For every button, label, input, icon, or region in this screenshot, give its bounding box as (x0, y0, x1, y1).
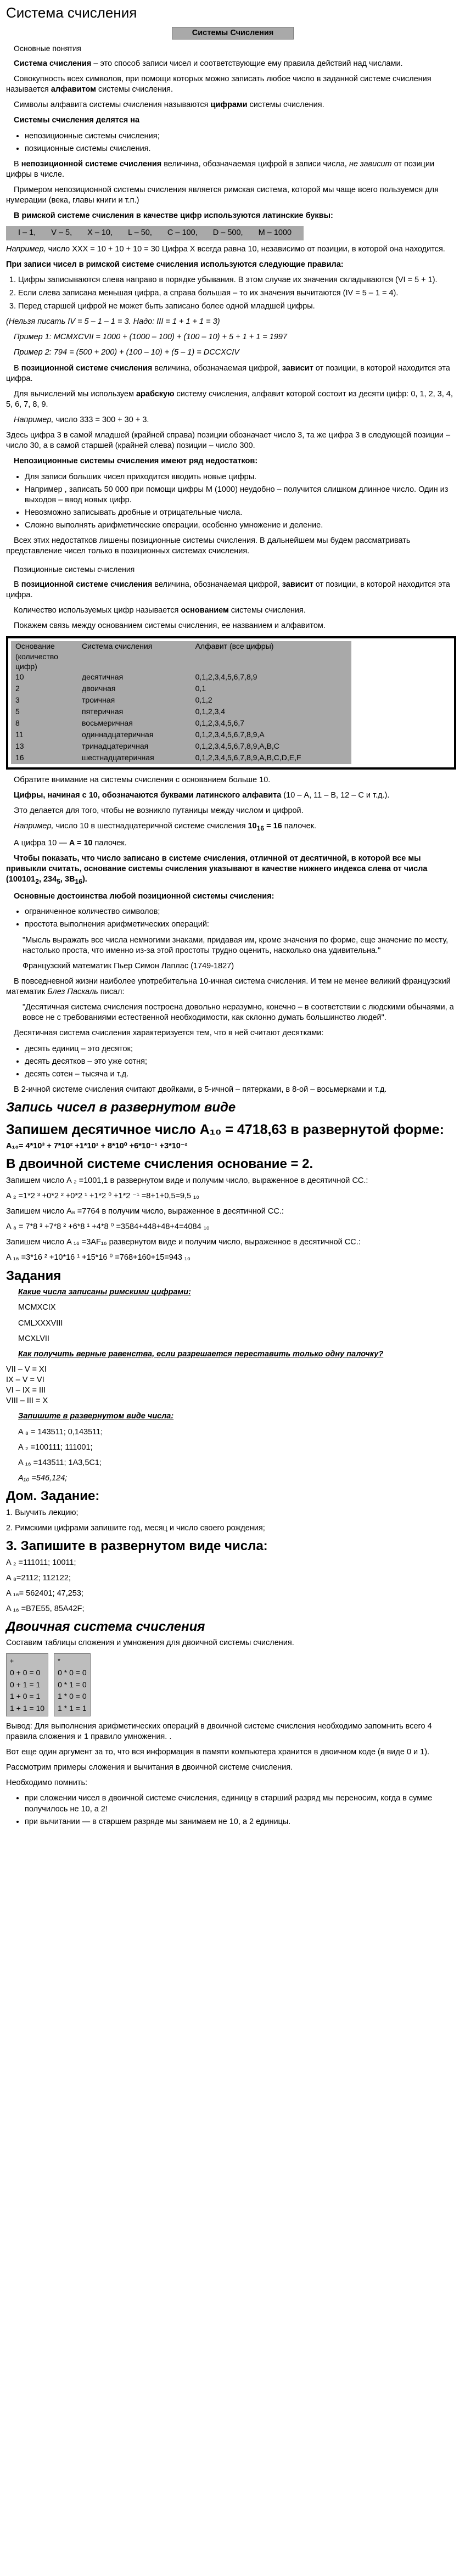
alphabet-text: Совокупность всех символов, при помощи которых можно записать любое число в заданной системе счисления называется (6, 75, 432, 94)
roman-prompt-text: Какие числа записаны римскими цифрами: (18, 1288, 191, 1297)
roman-digit: V – 5, (51, 228, 72, 238)
text-fragment: ). (82, 875, 87, 884)
for-example-label: Например, (14, 822, 54, 831)
division-heading-text: Системы счисления делятся на (14, 116, 140, 125)
confusion-paragraph: Это делается для того, чтобы не возникло путаницы между числом и цифрой. (14, 806, 304, 816)
list-item: VII – V = XI (6, 1365, 47, 1374)
positional-definition (6, 363, 460, 384)
rule-item: 2. Если слева записана меньшая цифра, а справа большая – то их значения вычитаются (IV = 5 – 1 = 4). (18, 288, 460, 299)
definition-paragraph (6, 59, 460, 69)
list-item: A ₁₆= 562401; 47,253; (6, 1589, 83, 1598)
list-item: • позиционные системы счисления. (25, 144, 460, 154)
text-fragment: В (14, 159, 21, 169)
term-positional: позиционной системе счисления (21, 580, 153, 589)
base-paragraph (6, 605, 460, 616)
letters-paragraph (6, 790, 460, 801)
table-row (11, 753, 351, 764)
term-number-system: Система счисления (14, 59, 92, 68)
alphabet-paragraph (6, 74, 460, 95)
rules-heading-text: При записи чисел в римской системе счисления используются следующие правила: (6, 260, 344, 269)
flaws-note: Всех этих недостатков лишены позиционные системы счисления. В дальнейшем мы будем рассматривать представление чисел только в позиционных системах счисления. (6, 536, 411, 556)
bases-table (11, 641, 351, 764)
text-fragment: величина, обозначаемая цифрой, (152, 363, 282, 373)
subscript: 16 (75, 878, 82, 886)
table-line: 1 * 0 = 0 (58, 1692, 87, 1701)
list-item: • Сложно выполнять арифметические операции, особенно умножение и деление. (25, 520, 460, 531)
roman-heading (6, 211, 460, 221)
cell-alphabet: 0,1,2,3,4,5,6,7,8,9,A,B,C (195, 741, 279, 750)
expand-prompt (18, 1411, 460, 1422)
cell-system: тринадцатеричная (82, 741, 149, 750)
multiplication-table (54, 1653, 91, 1716)
text-fragment: число XXX = 10 + 10 + 10 = 30 Цифра X всегда равна 10, независимо от позиции, в которой она находится. (46, 244, 445, 254)
division-list (6, 131, 460, 154)
table-header-row (11, 641, 351, 671)
decimal-intro: Десятичная система счисления характеризуется тем, что в ней считают десятками: (14, 1029, 324, 1038)
text-fragment: число 333 = 300 + 30 + 3. (53, 416, 149, 425)
advantages-heading-text: Основные достоинства любой позиционной системы счисления: (14, 892, 274, 901)
roman-example-paragraph: Примером непозиционной системы счисления является римская система, которой мы чаще всего пользуемся для нумерации (века, главы книги и т.п.) (6, 186, 439, 205)
roman-digits-bar-wrap (6, 226, 460, 244)
table-row (11, 729, 351, 741)
cell-base: 10 (15, 672, 24, 681)
cell-base: 5 (15, 706, 20, 716)
cell-system: восьмеричная (82, 718, 133, 727)
text-fragment: число 10 в шестнадцатеричной системе счисления (53, 822, 248, 831)
text-fragment: палочек. (92, 838, 127, 848)
for-example-label: Например, (14, 416, 54, 425)
term-base: основанием (181, 606, 229, 615)
alphabet-text-end: системы счисления. (96, 85, 173, 94)
term-nonpositional: непозиционной системе счисления (21, 159, 162, 169)
text-fragment: палочек. (282, 822, 317, 831)
term-positional: позиционной системе счисления (21, 363, 153, 373)
example-1 (6, 332, 460, 343)
digits-text: Символы алфавита системы счисления называются (14, 100, 211, 110)
cell-system: десятичная (82, 672, 124, 681)
list-item: • ограниченное количество символов; (25, 907, 460, 917)
binary-note: В 2-ичной системе счисления считают двойками, в 5-ичной – пятерками, в 8-ой – восьмерками и т.д. (14, 1085, 387, 1094)
oct-line: A ₈ = 7*8 ³ +7*8 ² +6*8 ¹ +4*8 ⁰ =3584+448+48+4=4084 ₁₀ (6, 1222, 210, 1232)
text-fragment: А цифра 10 — (14, 838, 69, 848)
rules-intro: Рассмотрим примеры сложения и вычитания в двоичной системе счисления. (6, 1763, 293, 1772)
text-fragment: (10 – A, 11 – B, 12 – C и т.д.). (281, 790, 390, 800)
emphasis-not-depends: не зависит (349, 159, 392, 169)
cell-base: 2 (15, 683, 20, 693)
table-row (11, 683, 351, 695)
cell-alphabet: 0,1,2,3,4,5,6,7 (195, 718, 245, 727)
list-item: MCMXCIX (18, 1303, 56, 1312)
rule-item: 1. Цифры записываются слева направо в порядке убывания. В этом случае их значения складываются (VI = 5 + 1). (18, 275, 460, 285)
cell-system: пятеричная (82, 706, 124, 716)
rules-note (6, 317, 460, 327)
list-item: • при вычитании — в старшем разряде мы занимаем не 10, а 2 единицы. (25, 1817, 460, 1827)
cell-system: одиннадцатеричная (82, 729, 154, 739)
table-intro: Покажем связь между основанием системы счисления, ее названием и алфавитом. (14, 621, 326, 631)
heading-binary-system: Двоичная система счисления (6, 1619, 205, 1635)
roman-digit: M – 1000 (258, 228, 292, 238)
digits-text-end: системы счисления. (247, 100, 324, 110)
division-heading (6, 115, 460, 126)
equality-prompt (18, 1349, 460, 1360)
list-item: A ₈ = 143511; 0,143511; (18, 1427, 103, 1436)
table-row (11, 672, 351, 683)
example-1-text: Пример 1: MCMXCVII = 1000 + (1000 – 100) + (100 – 10) + 5 + 1 + 1 = 1997 (14, 333, 288, 342)
pascal-quote: "Десятичная система счисления построена довольно неразумно, конечно – в соответствии с людскими обычаями, а вовсе не с требованиями естественной необходимости, как склонно думать большинство людей". (23, 1003, 454, 1023)
times-sign: * (58, 1657, 60, 1665)
term-digits: цифрами (210, 100, 248, 110)
heading-decimal-expanded: Запишем десятичное число A₁₀ = 4718,63 в развернутой форме: (6, 1121, 444, 1137)
notation-paragraph (6, 854, 460, 886)
positional-section-title: Позиционные системы счисления (14, 565, 135, 574)
example-2 (6, 347, 460, 358)
decimal-list (6, 1044, 460, 1080)
cell-alphabet: 0,1,2 (195, 695, 212, 704)
list-item: A₁₀ =546,124; (18, 1473, 68, 1483)
cell-alphabet: 0,1,2,3,4,5,6,7,8,9 (195, 672, 257, 681)
bin-line: A ₂ =1*2 ³ +0*2 ² +0*2 ¹ +1*2 ⁰ +1*2 ⁻¹ =8+1+0,5=9,5 ₁₀ (6, 1191, 200, 1200)
text-fragment: от позиции, в которой находится эта цифра. (6, 580, 450, 599)
cell-alphabet: 0,1,2,3,4,5,6,7,8,9,A (195, 729, 265, 739)
addition-table (6, 1653, 48, 1716)
hex-equals: = 16 (264, 822, 282, 831)
table-row (11, 695, 351, 706)
cell-base: 8 (15, 718, 20, 727)
cell-system: троичная (82, 695, 115, 704)
term-arabic: арабскую (136, 389, 175, 399)
subtitle-basic: Основные понятия (14, 44, 81, 53)
cell-alphabet: 0,1 (195, 683, 206, 693)
table-row (11, 741, 351, 753)
equality-prompt-text: Как получить верные равенства, если разрешается переставить только одну палочку? (18, 1349, 384, 1359)
for-example-label: Например, (6, 244, 46, 254)
example-2-text: Пример 2: 794 = (500 + 200) + (100 – 10) + (5 – 1) = DCCXCIV (14, 348, 239, 357)
list-item: A ₈=2112; 112122; (6, 1574, 71, 1583)
remember-list (6, 1793, 460, 1827)
a10-paragraph (6, 838, 460, 849)
tables-intro: Составим таблицы сложения и умножения для двоичной системы счисления. (6, 1638, 294, 1648)
table-line: 0 + 1 = 1 (10, 1680, 41, 1689)
header-alphabet: Алфавит (все цифры) (195, 642, 274, 651)
text-fragment: , 3B (60, 875, 75, 884)
text-fragment: писал: (98, 987, 125, 997)
roman-digit: I – 1, (18, 228, 36, 238)
rules-heading (6, 260, 460, 270)
table-line: 1 * 1 = 1 (58, 1704, 87, 1713)
roman-digit: L – 50, (128, 228, 152, 238)
laplace-author: Французский математик Пьер Симон Лаплас (1749-1827) (23, 961, 234, 970)
text-fragment: , 234 (38, 875, 57, 884)
decimal-expanded-line: A₁₀= 4*10³ + 7*10² +1*10¹ + 8*10⁰ +6*10⁻¹ +3*10⁻² (6, 1141, 188, 1150)
bin-intro: Запишем число A ₂ =1001,1 в развернутом виде и получим число, выраженное в десятичной СС.: (6, 1176, 368, 1185)
banner-wrap (6, 27, 460, 40)
cell-alphabet: 0,1,2,3,4 (195, 706, 226, 716)
roman-prompt (18, 1287, 460, 1298)
roman-digits-bar (6, 226, 304, 240)
list-item: • Например , записать 50 000 при помощи цифры M (1000) неудобно – получится слишком длинное число. Один из выходов – ввод новых цифр. (25, 485, 460, 506)
list-item: VIII – III = X (6, 1396, 48, 1406)
bases-table-frame (6, 636, 456, 769)
333-example (6, 415, 460, 425)
argument: Вот еще один аргумент за то, что вся информация в памяти компьютера хранится в двоичном коде (в виде 0 и 1). (6, 1748, 430, 1757)
text-fragment: системы счисления. (228, 606, 306, 615)
notation-bold (6, 854, 427, 884)
text-fragment: величина, обозначаемая цифрой, (152, 580, 282, 589)
cell-base: 11 (15, 729, 24, 739)
expand-task-list (18, 1427, 460, 1484)
table-row (11, 706, 351, 718)
hex-intro: Запишем число A ₁₆ =3AF₁₆ развернутом виде и получим число, выраженное в десятичной СС.: (6, 1238, 361, 1247)
plus-sign: + (10, 1657, 14, 1665)
list-item: • десять сотен – тысяча и т.д. (25, 1069, 460, 1080)
list-item: IX – V = VI (6, 1376, 44, 1385)
conclusion: Вывод: Для выполнения арифметических операций в двоичной системе счисления необходимо запомнить всего 4 правила сложения и 1 правило умножения. . (6, 1721, 432, 1741)
heading-tasks: Задания (6, 1268, 61, 1283)
heading-write-expanded: 3. Запишите в развернутом виде числа: (6, 1539, 268, 1554)
text-fragment: В (14, 580, 21, 589)
arabic-paragraph (6, 389, 460, 410)
rules-note-text: (Нельзя писать IV = 5 – 1 – 1 = 3. Надо: III = 1 + 1 + 1 = 3) (6, 317, 220, 327)
roman-digit: X – 10, (87, 228, 113, 238)
cell-system: шестнадцатеричная (82, 753, 154, 762)
heading-record: Запись чисел в развернутом виде (6, 1100, 236, 1115)
page-title: Система счисления (6, 4, 137, 21)
list-item: • Для записи больших чисел приходится вводить новые цифры. (25, 472, 460, 482)
text-fragment: от позиции, в которой находится эта цифра. (6, 363, 450, 383)
digits-paragraph (6, 100, 460, 110)
positional-definition-2 (6, 580, 460, 600)
hex-digits: 10 (248, 822, 257, 831)
nonpositional-definition (6, 159, 460, 180)
hex-subscript: 16 (256, 824, 265, 833)
subscript: 2 (35, 878, 39, 886)
flaws-list (6, 472, 460, 531)
flaws-heading (6, 456, 460, 467)
roman-task-list (18, 1303, 460, 1344)
emphasis-depends: зависит (282, 580, 313, 589)
roman-heading-text: В римской системе счисления в качестве цифр используются латинские буквы: (14, 211, 333, 221)
list-item: A ₂ =111011; 10011; (6, 1558, 76, 1567)
section-banner: Системы Счисления (172, 27, 294, 40)
pascal-paragraph (6, 976, 460, 997)
subscript: 5 (57, 878, 60, 886)
flaws-heading-text: Непозиционные системы счисления имеют ряд недостатков: (14, 457, 258, 466)
equality-list (6, 1365, 460, 1407)
text-fragment: В (14, 363, 21, 373)
text-fragment: от позиции цифры в числе. (6, 159, 435, 179)
list-item: • десять единиц – это десяток; (25, 1044, 460, 1054)
remember-heading: Необходимо помнить: (6, 1778, 88, 1788)
text-fragment: Для вычислений мы используем (14, 389, 136, 399)
list-item: VI – IX = III (6, 1386, 46, 1395)
table-line: 0 * 1 = 0 (58, 1680, 87, 1689)
header-base: Основание (количество цифр) (15, 642, 58, 671)
definition-text: – это способ записи чисел и соответствующие ему правила действий над числами. (91, 59, 403, 68)
cell-alphabet: 0,1,2,3,4,5,6,7,8,9,A,B,C,D,E,F (195, 753, 301, 762)
homework-item: 2. Римскими цифрами запишите год, месяц и число своего рождения; (6, 1524, 265, 1533)
a10-bold: A = 10 (69, 838, 93, 848)
list-item: • при сложении чисел в двоичной системе счисления, единицу в старший разряд мы переносим, когда в сумме получилось не 10, а 2! (25, 1793, 460, 1814)
roman-digit: C – 100, (167, 228, 198, 238)
hex-line: A ₁₆ =3*16 ² +10*16 ¹ +15*16 ⁰ =768+160+15=943 ₁₀ (6, 1253, 191, 1262)
text-fragment: систему счисления, алфавит которой состоит из десяти цифр: 0, 1, 2, 3, 4, 5, 6, 7, 8, 9. (6, 389, 453, 409)
oct-intro: Запишем число A₈ =7764 в получим число, выраженное в десятичной СС.: (6, 1207, 284, 1216)
333-explanation: Здесь цифра 3 в самой младшей (крайней справа) позиции обозначает число 3, та же цифра 3 в следующей позиции – число 30, а в самой старшей (крайней слева) позиции – число 300. (6, 431, 451, 451)
list-item: A ₁₆ =B7E55, 85A42F; (6, 1604, 85, 1614)
advantages-list (6, 907, 460, 930)
heading-binary-base: В двоичной системе счисления основание = 2. (6, 1156, 313, 1171)
list-item: • Невозможно записывать дробные и отрицательные числа. (25, 508, 460, 518)
list-item: A ₂ =100111; 111001; (18, 1443, 93, 1452)
term-alphabet: алфавитом (51, 85, 96, 94)
advantages-heading (6, 891, 460, 902)
laplace-quote: "Мысль выражать все числа немногими знаками, придавая им, кроме значения по форме, еще значение по месту, настолько проста, что именно из-за этой простоты трудно оценить, насколько она удивительна." (23, 935, 449, 955)
table-line: 0 + 0 = 0 (10, 1668, 41, 1677)
rule-item: 3. Перед старшей цифрой не может быть записано более одной младшей цифры. (18, 301, 460, 312)
header-system: Система счисления (82, 642, 153, 651)
heading-homework: Дом. Задание: (6, 1489, 100, 1504)
text-fragment: В повседневной жизни наиболее употребительна 10-ичная система счисления. И тем не менее великий французский математик (6, 976, 451, 997)
homework-item: 1. Выучить лекцию; (6, 1508, 79, 1517)
table-row (11, 718, 351, 729)
text-fragment: величина, обозначаемая цифрой в записи числа, (161, 159, 349, 169)
cell-base: 3 (15, 695, 20, 704)
list-item: MCXLVII (18, 1334, 49, 1343)
expand-prompt-text: Запишите в развернутом виде числа: (18, 1412, 174, 1421)
list-item: • десять десятков – это уже сотня; (25, 1057, 460, 1067)
binary-tables (6, 1653, 460, 1716)
note-over-10: Обратите внимание на системы счисления с основанием больше 10. (14, 775, 271, 784)
table-line: 1 + 0 = 1 (10, 1692, 41, 1701)
letters-bold: Цифры, начиная с 10, обозначаются буквами латинского алфавита (14, 790, 282, 800)
list-item: • простота выполнения арифметических операций: (25, 919, 460, 930)
roman-xxx-example (6, 244, 460, 255)
roman-digit: D – 500, (212, 228, 243, 238)
hex-number (248, 822, 282, 833)
list-item: CMLXXXVIII (18, 1318, 63, 1328)
emphasis-depends: зависит (282, 363, 313, 373)
cell-system: двоичная (82, 683, 116, 693)
hex-example (6, 821, 460, 833)
rules-list (6, 275, 460, 312)
text-fragment: Чтобы показать, что число записано в системе счисления, отличной от десятичной, в которой все мы привыкли считать, основание системы счисления указывают в качестве нижнего индекса слева от числа (100101 (6, 854, 428, 884)
table-line: 0 * 0 = 0 (58, 1668, 87, 1677)
text-fragment: Количество используемых цифр называется (14, 606, 181, 615)
cell-base: 16 (15, 753, 24, 762)
pascal-name: Блез Паскаль (47, 987, 98, 997)
list-item: A ₁₆ =143511; 1A3,5C1; (18, 1458, 102, 1467)
cell-base: 13 (15, 741, 24, 750)
list-item: • непозиционные системы счисления; (25, 131, 460, 142)
table-line: 1 + 1 = 10 (10, 1704, 45, 1713)
